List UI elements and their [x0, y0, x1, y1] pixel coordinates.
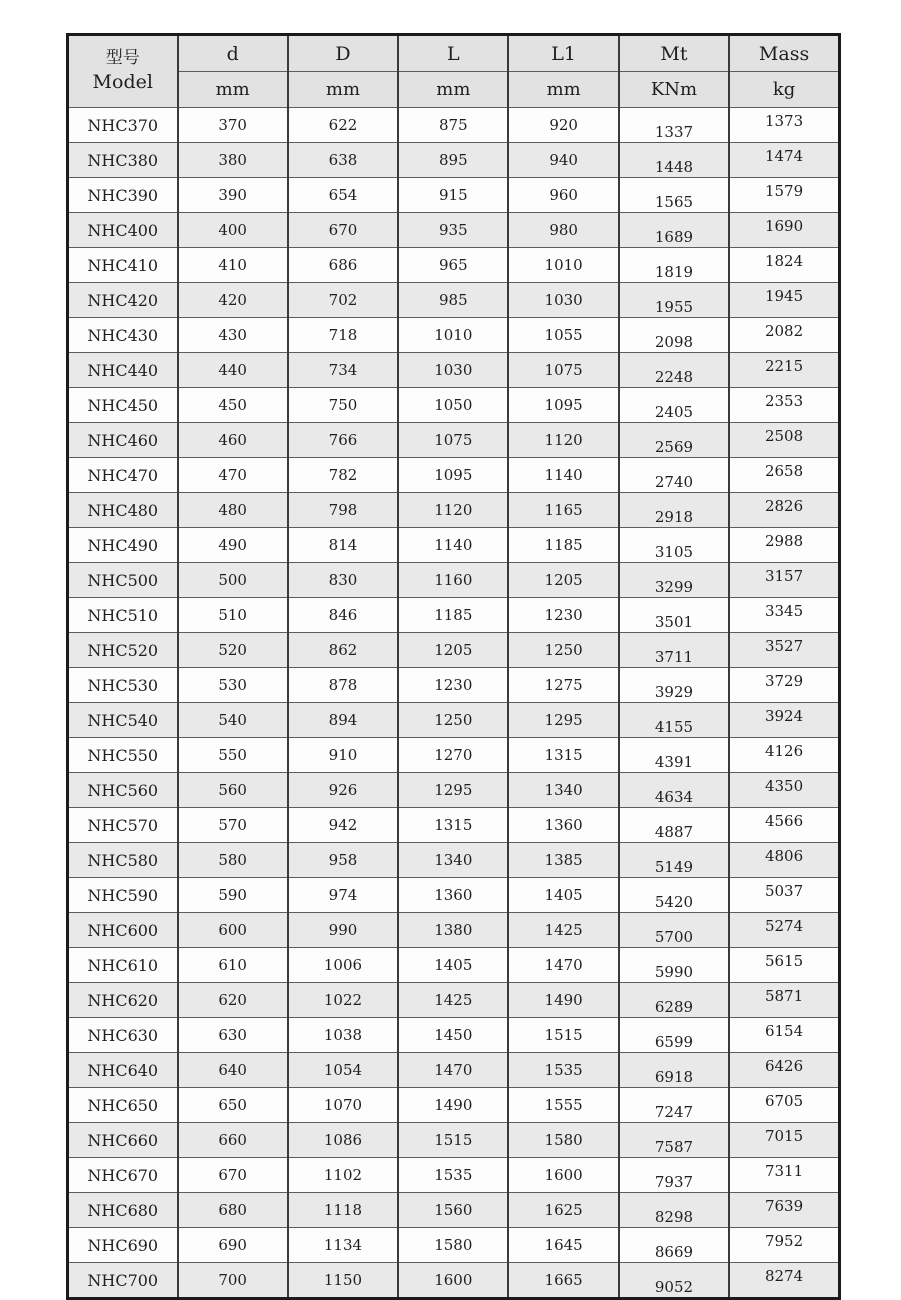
value-cell-mass: 5037 — [729, 878, 839, 913]
value-cell-l1: 1205 — [508, 563, 618, 598]
table-row — [68, 598, 840, 633]
table-row — [68, 213, 840, 248]
value-cell-l: 1030 — [398, 353, 508, 388]
unit-header-D: mm — [288, 72, 398, 108]
value-cell-mt: 3299 — [619, 563, 729, 598]
value-cell-l: 1185 — [398, 598, 508, 633]
table-row — [68, 1228, 840, 1263]
value-cell-mass: 3345 — [729, 598, 839, 633]
value-cell-d: 990 — [288, 913, 398, 948]
value-cell-mt: 1337 — [619, 108, 729, 143]
value-cell-l: 965 — [398, 248, 508, 283]
value-cell-d: 622 — [288, 108, 398, 143]
value-cell-mt: 9052 — [619, 1263, 729, 1299]
value-cell-d: 690 — [178, 1228, 288, 1263]
value-cell-l1: 940 — [508, 143, 618, 178]
value-cell-mt: 2098 — [619, 318, 729, 353]
value-cell-mass: 2215 — [729, 353, 839, 388]
value-cell-mass: 1579 — [729, 178, 839, 213]
model-cell: NHC520 — [68, 633, 178, 668]
value-cell-d: 846 — [288, 598, 398, 633]
model-cell: NHC460 — [68, 423, 178, 458]
model-cell: NHC700 — [68, 1263, 178, 1299]
value-cell-mass: 1824 — [729, 248, 839, 283]
model-cell: NHC370 — [68, 108, 178, 143]
value-cell-d: 500 — [178, 563, 288, 598]
value-cell-l: 1425 — [398, 983, 508, 1018]
value-cell-d: 530 — [178, 668, 288, 703]
table-row — [68, 1158, 840, 1193]
value-cell-d: 718 — [288, 318, 398, 353]
value-cell-d: 734 — [288, 353, 398, 388]
value-cell-l: 1315 — [398, 808, 508, 843]
value-cell-d: 910 — [288, 738, 398, 773]
table-row — [68, 248, 840, 283]
value-cell-mt: 4155 — [619, 703, 729, 738]
value-cell-mass: 2082 — [729, 318, 839, 353]
value-cell-d: 782 — [288, 458, 398, 493]
table-row — [68, 1018, 840, 1053]
table-row — [68, 1263, 840, 1299]
value-cell-d: 600 — [178, 913, 288, 948]
value-cell-l: 1340 — [398, 843, 508, 878]
value-cell-d: 942 — [288, 808, 398, 843]
table-row — [68, 1123, 840, 1158]
value-cell-mass: 6426 — [729, 1053, 839, 1088]
value-cell-l1: 1250 — [508, 633, 618, 668]
value-cell-l: 1160 — [398, 563, 508, 598]
value-cell-d: 470 — [178, 458, 288, 493]
value-cell-l: 1360 — [398, 878, 508, 913]
value-cell-l1: 1315 — [508, 738, 618, 773]
value-cell-l1: 920 — [508, 108, 618, 143]
value-cell-l: 1270 — [398, 738, 508, 773]
table-row — [68, 1053, 840, 1088]
value-cell-mass: 2988 — [729, 528, 839, 563]
value-cell-d: 540 — [178, 703, 288, 738]
value-cell-d: 520 — [178, 633, 288, 668]
table-row — [68, 668, 840, 703]
table-row — [68, 528, 840, 563]
value-cell-l1: 1490 — [508, 983, 618, 1018]
value-cell-l: 1600 — [398, 1263, 508, 1299]
value-cell-mass: 2658 — [729, 458, 839, 493]
value-cell-l: 1405 — [398, 948, 508, 983]
value-cell-mass: 3729 — [729, 668, 839, 703]
unit-header-L: mm — [398, 72, 508, 108]
value-cell-mass: 7639 — [729, 1193, 839, 1228]
value-cell-l1: 1645 — [508, 1228, 618, 1263]
value-cell-l: 1535 — [398, 1158, 508, 1193]
value-cell-mt: 6599 — [619, 1018, 729, 1053]
value-cell-mt: 5420 — [619, 878, 729, 913]
value-cell-l: 1050 — [398, 388, 508, 423]
value-cell-d: 400 — [178, 213, 288, 248]
table-row — [68, 738, 840, 773]
model-cell: NHC380 — [68, 143, 178, 178]
value-cell-d: 1070 — [288, 1088, 398, 1123]
model-cell: NHC600 — [68, 913, 178, 948]
value-cell-l1: 1555 — [508, 1088, 618, 1123]
table-row — [68, 458, 840, 493]
dimension-spec-table — [66, 33, 841, 1300]
value-cell-d: 702 — [288, 283, 398, 318]
table-row — [68, 388, 840, 423]
model-cell: NHC610 — [68, 948, 178, 983]
table-row — [68, 283, 840, 318]
model-cell: NHC590 — [68, 878, 178, 913]
table-row — [68, 913, 840, 948]
value-cell-d: 926 — [288, 773, 398, 808]
model-cell: NHC550 — [68, 738, 178, 773]
model-cell: NHC630 — [68, 1018, 178, 1053]
column-header-L1: L1 — [508, 35, 618, 72]
table-row — [68, 423, 840, 458]
value-cell-l: 1560 — [398, 1193, 508, 1228]
value-cell-d: 650 — [178, 1088, 288, 1123]
model-cell: NHC680 — [68, 1193, 178, 1228]
value-cell-mt: 7587 — [619, 1123, 729, 1158]
value-cell-mt: 6289 — [619, 983, 729, 1018]
value-cell-d: 798 — [288, 493, 398, 528]
value-cell-mass: 1945 — [729, 283, 839, 318]
value-cell-mt: 3929 — [619, 668, 729, 703]
value-cell-mass: 2508 — [729, 423, 839, 458]
value-cell-mt: 3105 — [619, 528, 729, 563]
value-cell-mass: 3527 — [729, 633, 839, 668]
value-cell-d: 638 — [288, 143, 398, 178]
model-cell: NHC670 — [68, 1158, 178, 1193]
value-cell-mass: 4126 — [729, 738, 839, 773]
value-cell-l: 985 — [398, 283, 508, 318]
value-cell-l: 1490 — [398, 1088, 508, 1123]
value-cell-mass: 4806 — [729, 843, 839, 878]
value-cell-mass: 5274 — [729, 913, 839, 948]
value-cell-mt: 8298 — [619, 1193, 729, 1228]
value-cell-mass: 3924 — [729, 703, 839, 738]
value-cell-mass: 7952 — [729, 1228, 839, 1263]
value-cell-d: 480 — [178, 493, 288, 528]
model-cell: NHC430 — [68, 318, 178, 353]
table-row — [68, 633, 840, 668]
value-cell-l: 1140 — [398, 528, 508, 563]
value-cell-d: 680 — [178, 1193, 288, 1228]
header-row-names — [68, 35, 840, 72]
model-label-cn: 型号 — [105, 48, 140, 69]
value-cell-mt: 4634 — [619, 773, 729, 808]
value-cell-d: 862 — [288, 633, 398, 668]
table-row — [68, 563, 840, 598]
table-row — [68, 948, 840, 983]
value-cell-l: 1450 — [398, 1018, 508, 1053]
value-cell-mt: 2569 — [619, 423, 729, 458]
model-cell: NHC420 — [68, 283, 178, 318]
value-cell-mass: 5615 — [729, 948, 839, 983]
value-cell-l1: 960 — [508, 178, 618, 213]
value-cell-mass: 2353 — [729, 388, 839, 423]
value-cell-d: 830 — [288, 563, 398, 598]
table-row — [68, 878, 840, 913]
value-cell-mass: 3157 — [729, 563, 839, 598]
table-row — [68, 703, 840, 738]
value-cell-d: 1086 — [288, 1123, 398, 1158]
table-row — [68, 318, 840, 353]
value-cell-mass: 4566 — [729, 808, 839, 843]
table-body — [68, 108, 840, 1299]
value-cell-mt: 1819 — [619, 248, 729, 283]
value-cell-mt: 2248 — [619, 353, 729, 388]
value-cell-d: 1006 — [288, 948, 398, 983]
value-cell-d: 700 — [178, 1263, 288, 1299]
value-cell-mt: 8669 — [619, 1228, 729, 1263]
model-cell: NHC390 — [68, 178, 178, 213]
value-cell-mt: 2405 — [619, 388, 729, 423]
value-cell-d: 654 — [288, 178, 398, 213]
value-cell-mass: 8274 — [729, 1263, 839, 1299]
value-cell-l1: 1095 — [508, 388, 618, 423]
value-cell-l: 1095 — [398, 458, 508, 493]
value-cell-d: 814 — [288, 528, 398, 563]
table-row — [68, 1088, 840, 1123]
model-cell: NHC480 — [68, 493, 178, 528]
value-cell-l: 895 — [398, 143, 508, 178]
table-row — [68, 983, 840, 1018]
value-cell-l: 1120 — [398, 493, 508, 528]
model-cell: NHC400 — [68, 213, 178, 248]
value-cell-d: 686 — [288, 248, 398, 283]
value-cell-l1: 1295 — [508, 703, 618, 738]
value-cell-l1: 1165 — [508, 493, 618, 528]
model-cell: NHC650 — [68, 1088, 178, 1123]
value-cell-mass: 4350 — [729, 773, 839, 808]
model-cell: NHC640 — [68, 1053, 178, 1088]
column-header-L: L — [398, 35, 508, 72]
table-row — [68, 143, 840, 178]
value-cell-l: 1470 — [398, 1053, 508, 1088]
value-cell-l: 935 — [398, 213, 508, 248]
value-cell-d: 510 — [178, 598, 288, 633]
value-cell-l: 1230 — [398, 668, 508, 703]
value-cell-d: 370 — [178, 108, 288, 143]
value-cell-mt: 2918 — [619, 493, 729, 528]
value-cell-l: 915 — [398, 178, 508, 213]
value-cell-d: 450 — [178, 388, 288, 423]
value-cell-d: 590 — [178, 878, 288, 913]
value-cell-l1: 1360 — [508, 808, 618, 843]
value-cell-mt: 5149 — [619, 843, 729, 878]
value-cell-mt: 3501 — [619, 598, 729, 633]
value-cell-d: 630 — [178, 1018, 288, 1053]
value-cell-d: 490 — [178, 528, 288, 563]
value-cell-mt: 4887 — [619, 808, 729, 843]
value-cell-l1: 1625 — [508, 1193, 618, 1228]
value-cell-l1: 1470 — [508, 948, 618, 983]
value-cell-l1: 1580 — [508, 1123, 618, 1158]
value-cell-mt: 1565 — [619, 178, 729, 213]
value-cell-l1: 980 — [508, 213, 618, 248]
value-cell-l1: 1230 — [508, 598, 618, 633]
model-cell: NHC510 — [68, 598, 178, 633]
table-header — [68, 35, 840, 108]
table-row — [68, 353, 840, 388]
table-row — [68, 493, 840, 528]
column-header-Mass: Mass — [729, 35, 839, 72]
table-row — [68, 773, 840, 808]
value-cell-l1: 1600 — [508, 1158, 618, 1193]
value-cell-d: 894 — [288, 703, 398, 738]
value-cell-l: 1515 — [398, 1123, 508, 1158]
unit-header-L1: mm — [508, 72, 618, 108]
value-cell-l1: 1140 — [508, 458, 618, 493]
value-cell-mt: 1689 — [619, 213, 729, 248]
value-cell-l1: 1055 — [508, 318, 618, 353]
value-cell-d: 550 — [178, 738, 288, 773]
model-cell: NHC580 — [68, 843, 178, 878]
value-cell-d: 380 — [178, 143, 288, 178]
value-cell-l: 1075 — [398, 423, 508, 458]
model-cell: NHC490 — [68, 528, 178, 563]
value-cell-mt: 6918 — [619, 1053, 729, 1088]
value-cell-mt: 3711 — [619, 633, 729, 668]
value-cell-d: 390 — [178, 178, 288, 213]
value-cell-mass: 5871 — [729, 983, 839, 1018]
table-row — [68, 808, 840, 843]
value-cell-l1: 1075 — [508, 353, 618, 388]
model-cell: NHC450 — [68, 388, 178, 423]
value-cell-l: 1010 — [398, 318, 508, 353]
column-header-d: d — [178, 35, 288, 72]
value-cell-mass: 1474 — [729, 143, 839, 178]
model-cell: NHC570 — [68, 808, 178, 843]
value-cell-d: 610 — [178, 948, 288, 983]
value-cell-mass: 6705 — [729, 1088, 839, 1123]
model-cell: NHC440 — [68, 353, 178, 388]
unit-header-d: mm — [178, 72, 288, 108]
value-cell-mt: 7937 — [619, 1158, 729, 1193]
value-cell-d: 560 — [178, 773, 288, 808]
value-cell-d: 670 — [288, 213, 398, 248]
unit-header-Mass: kg — [729, 72, 839, 108]
value-cell-d: 620 — [178, 983, 288, 1018]
value-cell-d: 1134 — [288, 1228, 398, 1263]
value-cell-l: 1380 — [398, 913, 508, 948]
model-cell: NHC560 — [68, 773, 178, 808]
value-cell-mt: 2740 — [619, 458, 729, 493]
value-cell-d: 974 — [288, 878, 398, 913]
value-cell-d: 420 — [178, 283, 288, 318]
value-cell-l: 1250 — [398, 703, 508, 738]
value-cell-mass: 1373 — [729, 108, 839, 143]
model-label-en: Model — [92, 71, 153, 94]
value-cell-l: 875 — [398, 108, 508, 143]
value-cell-d: 1102 — [288, 1158, 398, 1193]
value-cell-d: 1118 — [288, 1193, 398, 1228]
value-cell-l: 1205 — [398, 633, 508, 668]
value-cell-d: 460 — [178, 423, 288, 458]
value-cell-l: 1295 — [398, 773, 508, 808]
value-cell-d: 958 — [288, 843, 398, 878]
value-cell-d: 1022 — [288, 983, 398, 1018]
value-cell-mt: 1955 — [619, 283, 729, 318]
table-row — [68, 843, 840, 878]
model-cell: NHC540 — [68, 703, 178, 738]
value-cell-d: 1054 — [288, 1053, 398, 1088]
header-row-units — [68, 72, 840, 108]
model-column-header — [68, 35, 178, 108]
value-cell-d: 570 — [178, 808, 288, 843]
value-cell-d: 580 — [178, 843, 288, 878]
value-cell-d: 440 — [178, 353, 288, 388]
model-cell: NHC500 — [68, 563, 178, 598]
value-cell-mt: 7247 — [619, 1088, 729, 1123]
value-cell-d: 670 — [178, 1158, 288, 1193]
value-cell-mass: 6154 — [729, 1018, 839, 1053]
column-header-D: D — [288, 35, 398, 72]
model-cell: NHC470 — [68, 458, 178, 493]
value-cell-l1: 1665 — [508, 1263, 618, 1299]
column-header-Mt: Mt — [619, 35, 729, 72]
value-cell-d: 750 — [288, 388, 398, 423]
value-cell-mt: 5700 — [619, 913, 729, 948]
value-cell-d: 878 — [288, 668, 398, 703]
value-cell-mt: 1448 — [619, 143, 729, 178]
value-cell-mt: 5990 — [619, 948, 729, 983]
model-cell: NHC660 — [68, 1123, 178, 1158]
value-cell-mass: 7015 — [729, 1123, 839, 1158]
table-row — [68, 178, 840, 213]
value-cell-l1: 1385 — [508, 843, 618, 878]
value-cell-l1: 1535 — [508, 1053, 618, 1088]
value-cell-d: 1038 — [288, 1018, 398, 1053]
value-cell-l1: 1340 — [508, 773, 618, 808]
model-cell: NHC410 — [68, 248, 178, 283]
value-cell-mass: 2826 — [729, 493, 839, 528]
value-cell-l1: 1515 — [508, 1018, 618, 1053]
value-cell-d: 660 — [178, 1123, 288, 1158]
value-cell-mt: 4391 — [619, 738, 729, 773]
value-cell-l1: 1425 — [508, 913, 618, 948]
value-cell-d: 1150 — [288, 1263, 398, 1299]
value-cell-d: 766 — [288, 423, 398, 458]
value-cell-d: 430 — [178, 318, 288, 353]
value-cell-l1: 1275 — [508, 668, 618, 703]
value-cell-l1: 1185 — [508, 528, 618, 563]
value-cell-d: 410 — [178, 248, 288, 283]
unit-header-Mt: KNm — [619, 72, 729, 108]
model-cell: NHC690 — [68, 1228, 178, 1263]
table-row — [68, 1193, 840, 1228]
value-cell-l1: 1010 — [508, 248, 618, 283]
value-cell-d: 640 — [178, 1053, 288, 1088]
model-cell: NHC620 — [68, 983, 178, 1018]
value-cell-mass: 7311 — [729, 1158, 839, 1193]
table-row — [68, 108, 840, 143]
value-cell-mass: 1690 — [729, 213, 839, 248]
value-cell-l1: 1120 — [508, 423, 618, 458]
model-cell: NHC530 — [68, 668, 178, 703]
value-cell-l: 1580 — [398, 1228, 508, 1263]
value-cell-l1: 1405 — [508, 878, 618, 913]
value-cell-l1: 1030 — [508, 283, 618, 318]
